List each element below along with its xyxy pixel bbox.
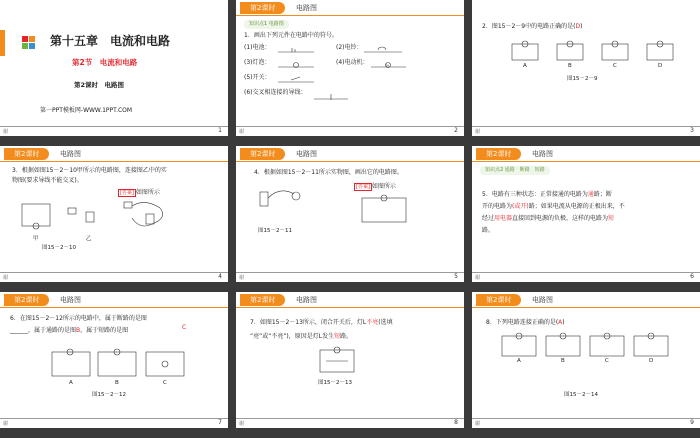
fig-label-c: C — [605, 358, 609, 364]
figure-caption: 图15－2－11 — [258, 228, 292, 234]
fig-label-b: B — [561, 358, 565, 364]
slide-header: 第2课时 电路图 — [236, 292, 464, 308]
slide-footer: 谢 6 — [472, 272, 700, 282]
fig-label-a: A — [517, 358, 521, 364]
slide-header: 第2课时 电路图 — [472, 292, 700, 308]
question-5-line1: 5．电路有三种状态：正常接通的电路为通路；断 — [482, 191, 612, 198]
page-number: 2 — [454, 127, 458, 134]
question-5-line3: 经过用电器直接回到电源的负极，这样的电路为短 — [482, 215, 615, 222]
question-7-line1: 7．如图15－2－13所示，闭合开关后，灯L不亮(选填 — [250, 319, 393, 326]
figure-caption: 图15－2－9 — [567, 76, 598, 82]
lesson-title: 第2课时 电路图 — [74, 81, 125, 89]
question-4: 4．根据如图15－2－11所示实物图，画出它的电路图。 — [254, 169, 403, 176]
question-1: 1．画出下列元件在电路中的符号。 — [244, 32, 338, 39]
circuit-figures — [472, 292, 700, 428]
slide-7[interactable] — [0, 292, 228, 428]
accent-bar — [0, 30, 5, 56]
lesson-tag: 第2课时 — [240, 2, 285, 14]
figure-caption: 图15－2－12 — [92, 392, 126, 398]
fig-label-d: D — [649, 358, 654, 364]
question-3-line1: 3．根据如图15－2－10甲所示的电路图，连接图乙中的实 — [12, 167, 167, 174]
fig-label-b: B — [115, 380, 119, 386]
page-number: 7 — [218, 419, 222, 426]
deco-square-blue — [29, 43, 35, 49]
slide-9[interactable] — [472, 292, 700, 428]
item-cross-wire: (6)交叉相连接的导线： — [244, 89, 307, 96]
question-2: 2．图15－2－9中的电路正确的是(D) — [482, 23, 583, 30]
item-battery: (1)电池： — [244, 44, 271, 51]
answer-note: [答案] 如图所示 — [120, 189, 160, 196]
deco-square-orange — [29, 36, 35, 42]
figure-caption: 图15－2－13 — [318, 380, 352, 386]
svg-text:M: M — [386, 63, 389, 68]
slide-footer: 谢 8 — [236, 418, 464, 428]
circuit-figures — [0, 292, 228, 428]
question-5-line2: 开的电路为(或开)路；如果电流从电源的正极出来，不 — [482, 203, 625, 210]
figure-caption: 图15－2－14 — [564, 392, 598, 398]
page-number: 8 — [454, 419, 458, 426]
page-number: 3 — [690, 127, 694, 134]
question-6-line2: ______，属于通路的是图B，属于短路的是图 — [10, 327, 129, 334]
slide-footer: 谢 3 — [472, 126, 700, 136]
slide-header: 第2课时 电路图 — [472, 146, 700, 162]
sub-label-jia: 甲 — [33, 236, 39, 242]
slide-footer — [0, 126, 228, 136]
page-number: 5 — [454, 273, 458, 280]
slide-1[interactable] — [0, 0, 228, 136]
slide-footer: 谢 2 — [236, 126, 464, 136]
page-number: 6 — [690, 273, 694, 280]
slide-2[interactable] — [236, 0, 464, 136]
answer-note: [答案] 如图所示 — [356, 183, 396, 190]
question-3-line2: 物图(要求导线不能交叉)。 — [12, 177, 83, 184]
footer-logo: 谢 — [3, 129, 9, 135]
site-text: 第一PPT模板网-WWW.1PPT.COM — [40, 107, 133, 114]
knowledge-banner: 知识点1 电路图 — [244, 20, 289, 29]
deco-square-red — [22, 36, 28, 42]
knowledge-banner: 知识点2 通路 断路 短路 — [480, 166, 550, 175]
answer-c: C — [182, 324, 187, 331]
slide-footer: 谢 5 — [236, 272, 464, 282]
circuit-figures — [0, 146, 228, 282]
slide-4[interactable] — [0, 146, 228, 282]
page-number: 1 — [218, 127, 222, 134]
circuit-figures — [472, 0, 700, 136]
deco-square-green — [22, 43, 28, 49]
page-number: 9 — [690, 419, 694, 426]
slide-footer: 谢 4 — [0, 272, 228, 282]
slide-5[interactable] — [236, 146, 464, 282]
slide-header: 第2课时 电路图 — [236, 146, 464, 162]
slide-6[interactable] — [472, 146, 700, 282]
section-title: 第2节 电流和电路 — [72, 58, 138, 67]
question-8: 8．下列电路连接正确的是(A) — [486, 319, 565, 326]
symbol-answers — [236, 0, 464, 136]
item-bulb: (3)灯泡： — [244, 59, 271, 66]
slide-header: 第2课时 电路图 — [0, 292, 228, 308]
fig-label-b: B — [568, 63, 572, 69]
question-5-line4: 路。 — [482, 227, 495, 234]
item-bell: (2)电铃： — [336, 44, 363, 51]
circuit-figure — [236, 292, 464, 428]
slide-footer: 谢 7 — [0, 418, 228, 428]
item-switch: (5)开关： — [244, 74, 271, 81]
figure-caption: 图15－2－10 — [42, 245, 76, 251]
page-number: 4 — [218, 273, 222, 280]
header-title: 电路图 — [296, 4, 317, 12]
fig-label-d: D — [658, 63, 663, 69]
question-6-line1: 6．在图15－2－12所示的电路中，属于断路的是图 — [10, 315, 147, 322]
chapter-title: 第十五章 电流和电路 — [50, 34, 171, 48]
circuit-figures — [236, 146, 464, 282]
fig-label-c: C — [163, 380, 167, 386]
slide-header: 第2课时 电路图 — [0, 146, 228, 162]
item-motor: (4)电动机： — [336, 59, 369, 66]
fig-label-c: C — [613, 63, 617, 69]
slide-8[interactable] — [236, 292, 464, 428]
question-7-line2: “亮”或“不亮”)，原因是灯L发生短路。 — [250, 333, 353, 340]
fig-label-a: A — [69, 380, 73, 386]
sub-label-yi: 乙 — [86, 236, 92, 242]
slide-3[interactable] — [472, 0, 700, 136]
slide-footer: 谢 9 — [472, 418, 700, 428]
fig-label-a: A — [523, 63, 527, 69]
